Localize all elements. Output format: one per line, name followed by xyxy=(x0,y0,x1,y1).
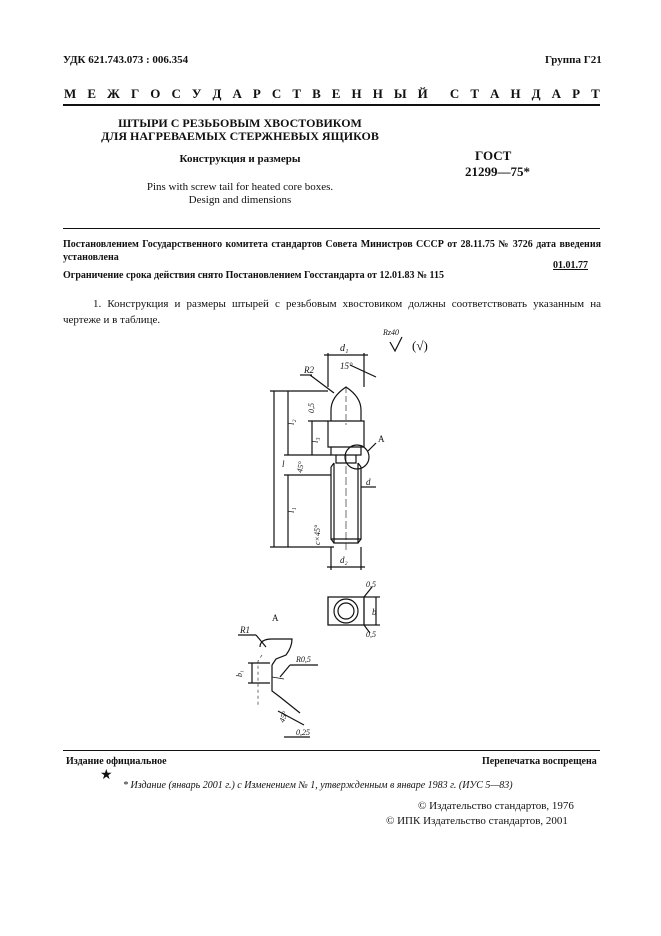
restriction-text: Ограничение срока действия снято Постановлением Госстандарта от 12.01.83 № 115 xyxy=(63,270,444,281)
b1-label: b₁ xyxy=(235,670,244,677)
roughness-check-icon xyxy=(390,337,402,351)
roughness-paren: (√) xyxy=(412,338,428,353)
decree-text: Постановлением Государственного комитета стандартов Совета Министров СССР от 28.11.75 № 3726 дата введения установлена xyxy=(63,239,601,263)
ch45-label: 45° xyxy=(295,460,306,474)
angle45-label: 45° xyxy=(277,710,290,724)
paragraph-1: 1. Конструкция и размеры штырей с резьбовым хвостовиком должны соответствовать указанным на чертеже и в таблице. xyxy=(63,298,601,326)
official-edition: Издание официальное xyxy=(66,756,167,767)
star-icon: ★ xyxy=(100,768,113,783)
standard-banner: М Е Ж Г О С У Д А Р С Т В Е Н Н Ы Й С Т А Н Д А Р Т xyxy=(64,86,600,101)
doc-title: ШТЫРИ С РЕЗЬБОВЫМ ХВОСТОВИКОМ ДЛЯ НАГРЕВАЕМЫХ СТЕРЖНЕВЫХ ЯЩИКОВ xyxy=(101,116,379,143)
dim05b-label: 0,5 xyxy=(366,630,376,639)
edition-footnote: * Издание (январь 2001 г.) с Изменением № 1, утвержденным в январе 1983 г. (ИУС 5—83) xyxy=(123,780,513,791)
banner-rule xyxy=(63,104,600,106)
dim025-label: 0,25 xyxy=(296,728,310,737)
doc-subtitle: Конструкция и размеры xyxy=(179,153,301,165)
detail-a-label: А xyxy=(272,613,279,623)
l2-label: l₂ xyxy=(286,419,296,425)
footer-rule xyxy=(63,750,600,751)
view-a-callout: А xyxy=(378,434,385,444)
l1-label: l₁ xyxy=(286,507,296,513)
chamfer-label: c×45° xyxy=(313,524,322,545)
angle15-label: 15° xyxy=(340,361,353,371)
roughness-label: Rz40 xyxy=(383,328,399,337)
r2-label: R2 xyxy=(304,365,314,375)
header-rule xyxy=(63,228,600,229)
r1-label: R1 xyxy=(240,625,250,635)
reprint-notice: Перепечатка воспрещена xyxy=(482,756,597,767)
gost-number: ГОСТ 21299—75* xyxy=(465,148,530,179)
english-title: Pins with screw tail for heated core boxes. Design and dimensions xyxy=(146,181,334,206)
d1-label: d₁ xyxy=(340,343,349,354)
d2-label: d₂ xyxy=(340,555,348,565)
copyright-2001: © ИПК Издательство стандартов, 2001 xyxy=(386,815,568,827)
b-label: b xyxy=(372,607,377,617)
introduction-date: 01.01.77 xyxy=(553,260,588,271)
r05-label: R0,5 xyxy=(296,655,311,664)
dim05a-label: 0,5 xyxy=(366,580,376,589)
udk-code: УДК 621.743.073 : 006.354 xyxy=(63,54,189,66)
copyright-1976: © Издательство стандартов, 1976 xyxy=(418,800,574,812)
group-code: Группа Г21 xyxy=(545,54,602,66)
l3-label: l₃ xyxy=(310,437,320,443)
d-label: d xyxy=(366,477,371,487)
ch05-label: 0,5 xyxy=(307,403,316,413)
pin-drawing xyxy=(200,325,460,745)
l-label: l xyxy=(282,459,285,469)
